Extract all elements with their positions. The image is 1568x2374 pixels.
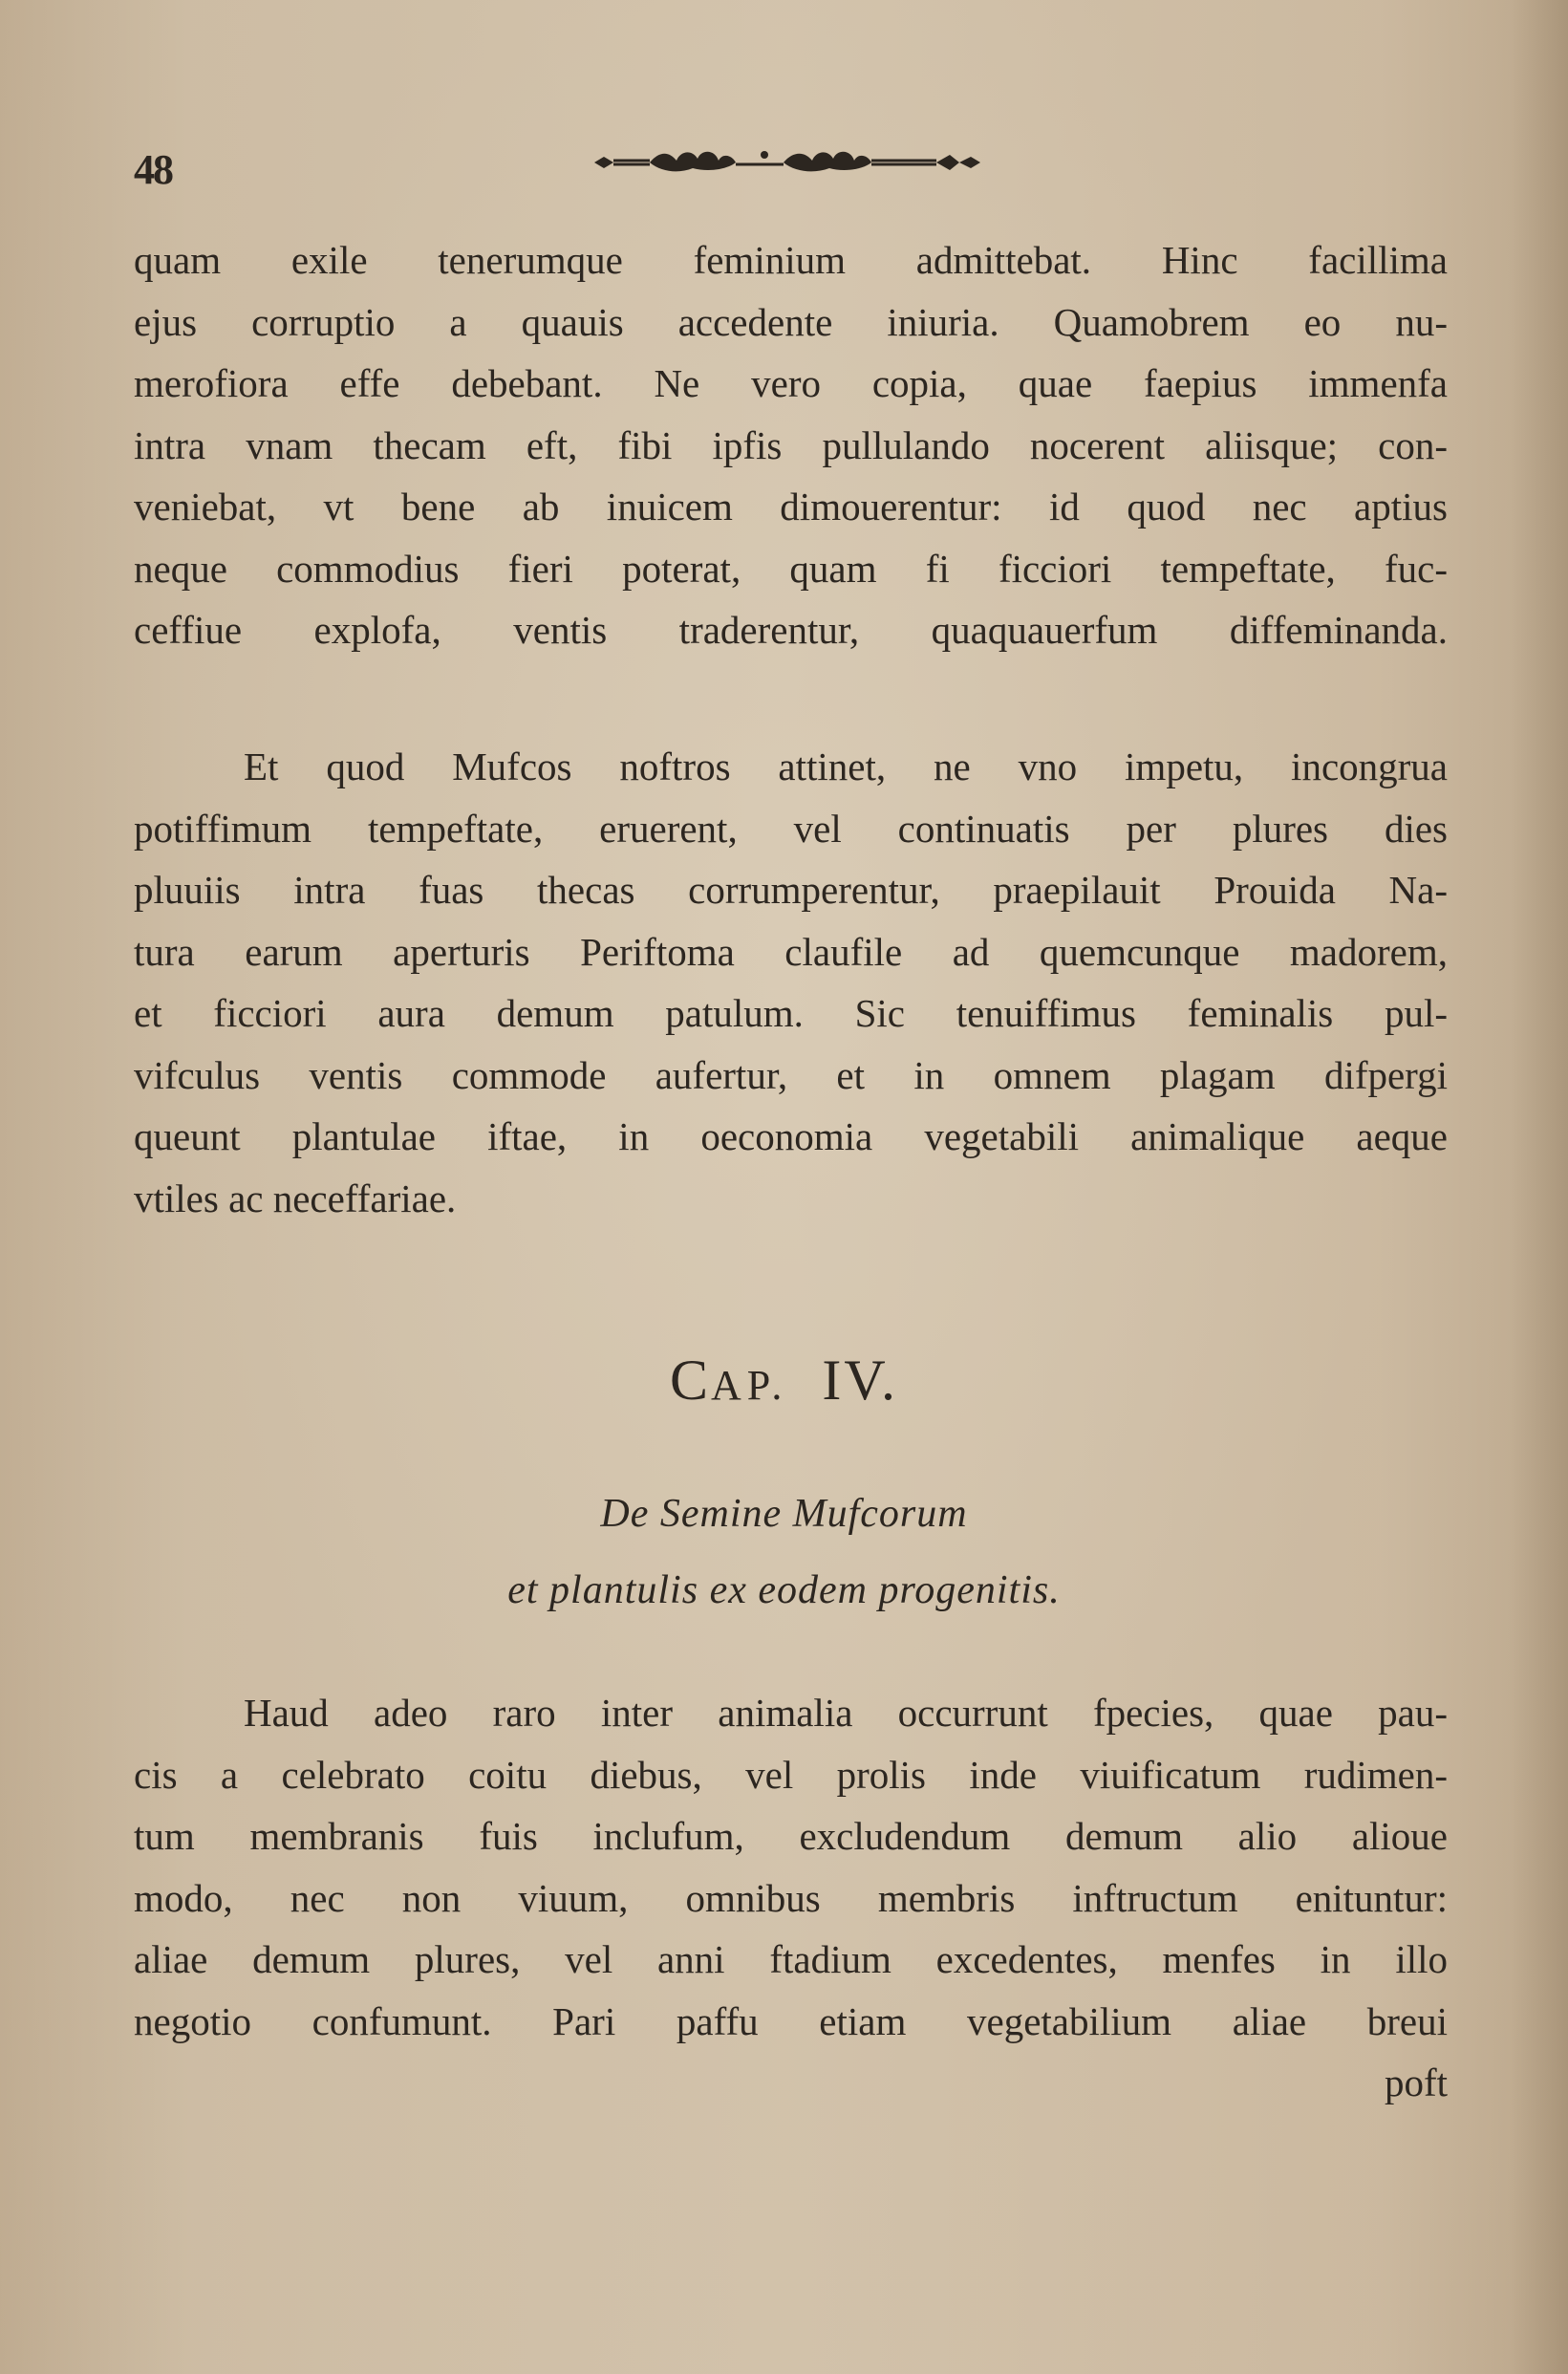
text-line: queunt plantulae iftae, in oeconomia vegetabili animalique aeque [134, 1114, 1448, 1158]
text-line: tum membranis fuis inclufum, excludendum demum alio alioue [134, 1814, 1448, 1858]
chapter-numeral: IV. [822, 1349, 898, 1412]
chapter-subtitle-line1: De Semine Mufcorum [600, 1492, 968, 1536]
paragraph-haud-adeo [134, 1682, 1448, 2114]
text-line: modo, nec non viuum, omnibus membris inftructum enituntur: [134, 1875, 1448, 1920]
text-line: tura earum aperturis Periftoma claufile ad quemcunque madorem, [134, 929, 1448, 974]
chapter-title-smallcaps: AP. [711, 1362, 788, 1409]
text-line: aliae demum plures, vel anni ftadium excedentes, menfes in illo [134, 1937, 1448, 1981]
catchword: poft [1384, 2061, 1448, 2104]
text-line: pluuiis intra fuas thecas corrumperentur, praepilauit Prouida Na- [134, 868, 1448, 912]
paragraph-muscos [134, 736, 1448, 1229]
text-line: potiffimum tempeftate, eruerent, vel continuatis per plures dies [134, 806, 1448, 851]
text-line: merofiora effe debebant. Ne vero copia, quae faepius immenfa [134, 361, 1448, 405]
page-number: 48 [134, 146, 172, 193]
chapter-title-initial: C [670, 1349, 712, 1412]
text-line: Et quod Mufcos noftros attinet, ne vno impetu, incongrua [244, 745, 1448, 788]
text-line: et ficciori aura demum patulum. Sic tenuiffimus feminalis pul- [134, 991, 1448, 1035]
page-shadow-edge [1511, 0, 1568, 2374]
header-ornament [592, 143, 984, 182]
text-line: neque commodius fieri poterat, quam fi ficciori tempeftate, fuc- [134, 546, 1448, 591]
paragraph-continued [134, 229, 1448, 661]
text-line: Haud adeo raro inter animalia occurrunt fpecies, quae pau- [244, 1691, 1448, 1735]
text-line: negotio confumunt. Pari paffu etiam vegetabilium aliae breui [134, 1998, 1448, 2043]
text-line: veniebat, vt bene ab inuicem dimouerentur: id quod nec aptius [134, 485, 1448, 529]
text-line: ceffiue explofa, ventis traderentur, quaquauerfum diffeminanda. [134, 608, 1448, 652]
text-line: intra vnam thecam eft, fibi ipfis pullulando nocerent aliisque; con- [134, 422, 1448, 467]
text-line: quam exile tenerumque feminium admittebat. Hinc facillima [134, 238, 1448, 282]
text-line: vifculus ventis commode aufertur, et in omnem plagam difpergi [134, 1052, 1448, 1097]
chapter-title [0, 1348, 1568, 1414]
text-line: vtiles ac neceffariae. [134, 1176, 457, 1220]
text-line: cis a celebrato coitu diebus, vel prolis inde viuificatum rudimen- [134, 1752, 1448, 1797]
text-line: ejus corruptio a quauis accedente iniuria. Quamobrem eo nu- [134, 299, 1448, 344]
chapter-subtitle-line2: et plantulis ex eodem progenitis. [507, 1568, 1061, 1612]
